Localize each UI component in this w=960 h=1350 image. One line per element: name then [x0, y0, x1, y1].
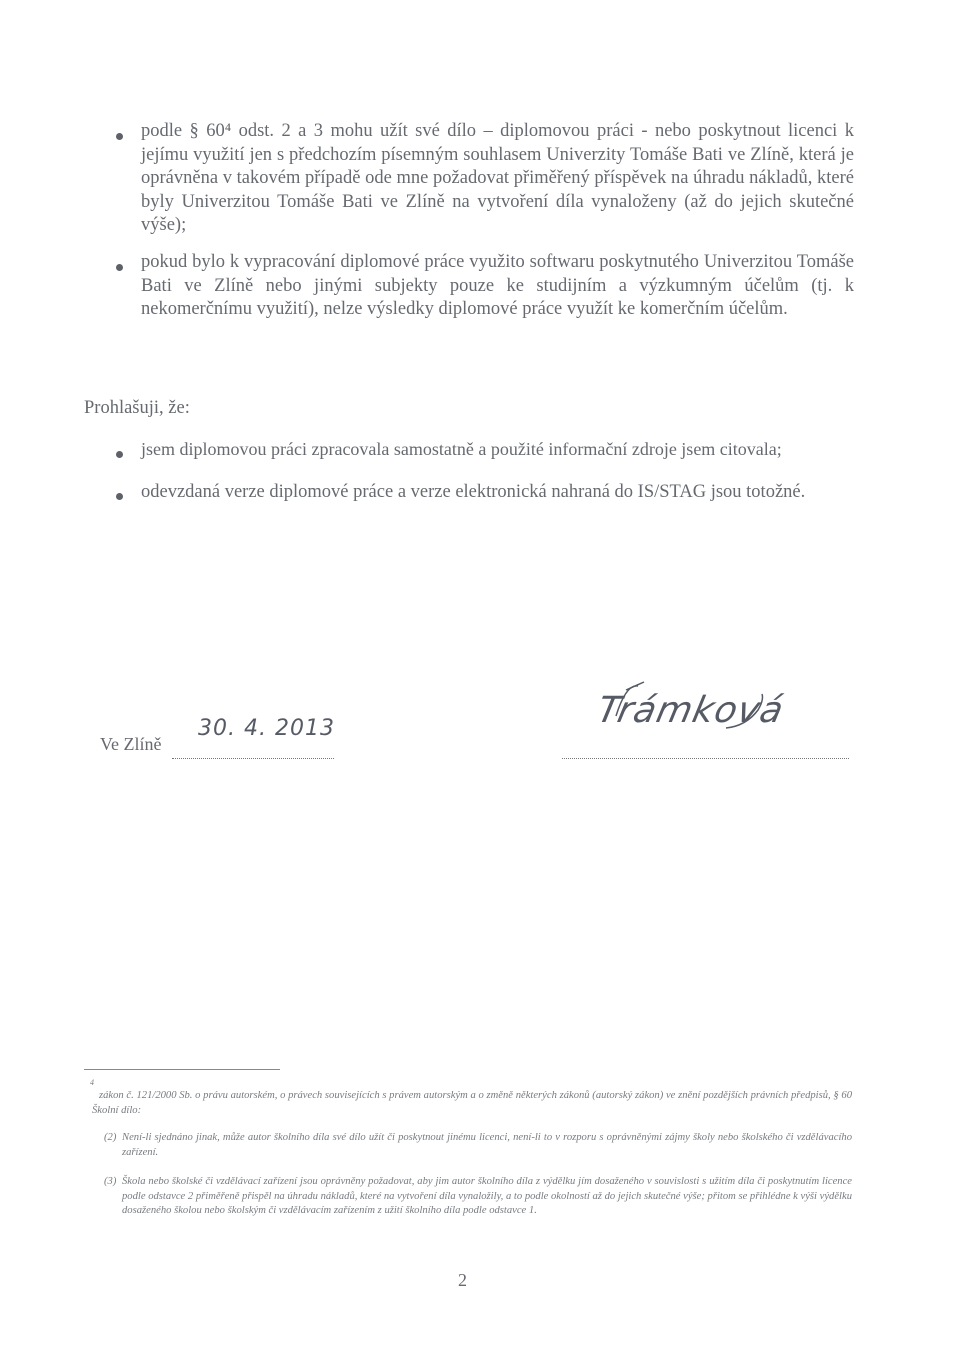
footnote-2-mark: (2) [104, 1132, 117, 1143]
declaration-item-identical: odevzdaná verze diplomové práce a verze elektronická nahraná do IS/STAG jsou totožné. [141, 482, 806, 502]
bullet-dot [116, 493, 123, 500]
signature-flourish [596, 676, 776, 746]
footnote-3-mark: (3) [104, 1176, 117, 1187]
page-number: 2 [458, 1270, 467, 1290]
bullet-dot [116, 451, 123, 458]
date-dotted-line [172, 758, 334, 759]
footnote-4-mark: 4 [90, 1078, 94, 1087]
footnote-4-text: zákon č. 121/2000 Sb. o právu autorském, o právech souvisejících s právem autorským a o změně některých zákonů (autorský zákon) ve znění pozdějších právních předpisů, § 60 Školní dílo: [92, 1090, 852, 1116]
footnote-separator [84, 1069, 280, 1070]
signature-place: Ve Zlíně [100, 734, 162, 754]
software-paragraph: pokud bylo k vypracování diplomové práce využito softwaru poskytnutého Univerzitou Tomáše Bati ve Zlíně nebo jinými subjekty pouze ke studijním a výzkumným účelům (tj. k nekomerčnímu využití), nelze výsledky diplomové práce využít ke komerčním účelům. [141, 252, 854, 319]
declaration-item-independent: jsem diplomovou práci zpracovala samostatně a použité informační zdroje jsem citovala; [141, 439, 782, 459]
bullet-dot [116, 264, 123, 271]
signature-handwritten: Trámková [593, 690, 788, 731]
footnote-3-text: Škola nebo školské či vzdělávací zařízení jsou oprávněny požadovat, aby jim autor školního díla z výdělku jím dosaženého v souvislosti s užitím díla či poskytnutím licence podle odstavce 2 přiměřeně přispěl na úhradu nákladů, které na vytvoření díla vynaložily, a to podle okolností až do jejich skutečné výše; přitom se přihlédne k výši výdělku dosaženého školou nebo školským či vzdělávacím zařízením z užití školního díla podle odstavce 1. [122, 1176, 852, 1216]
signature-dotted-line [562, 758, 849, 759]
license-paragraph: podle § 60⁴ odst. 2 a 3 mohu užít své dílo – diplomovou práci - nebo poskytnout licenci k jejímu využití jen s předchozím písemným souhlasem Univerzity Tomáše Bati ve Zlíně, která je oprávněna v takovém případě ode mne požadovat přiměřený příspěvek na úhradu nákladů, které byly Univerzitou Tomáše Bati ve Zlíně na vytvoření díla vynaloženy (až do jejich skutečné výše); [141, 121, 854, 235]
signature-date: 30. 4. 2013 [198, 716, 335, 741]
bullet-dot [116, 133, 123, 140]
footnote-2-text: Není-li sjednáno jinak, může autor školního díla své dílo užít či poskytnout jinému licenci, není-li to v rozporu s oprávněnými zájmy školy nebo školského či vzdělávacího zařízení. [122, 1132, 852, 1158]
declaration-heading: Prohlašuji, že: [84, 398, 190, 418]
